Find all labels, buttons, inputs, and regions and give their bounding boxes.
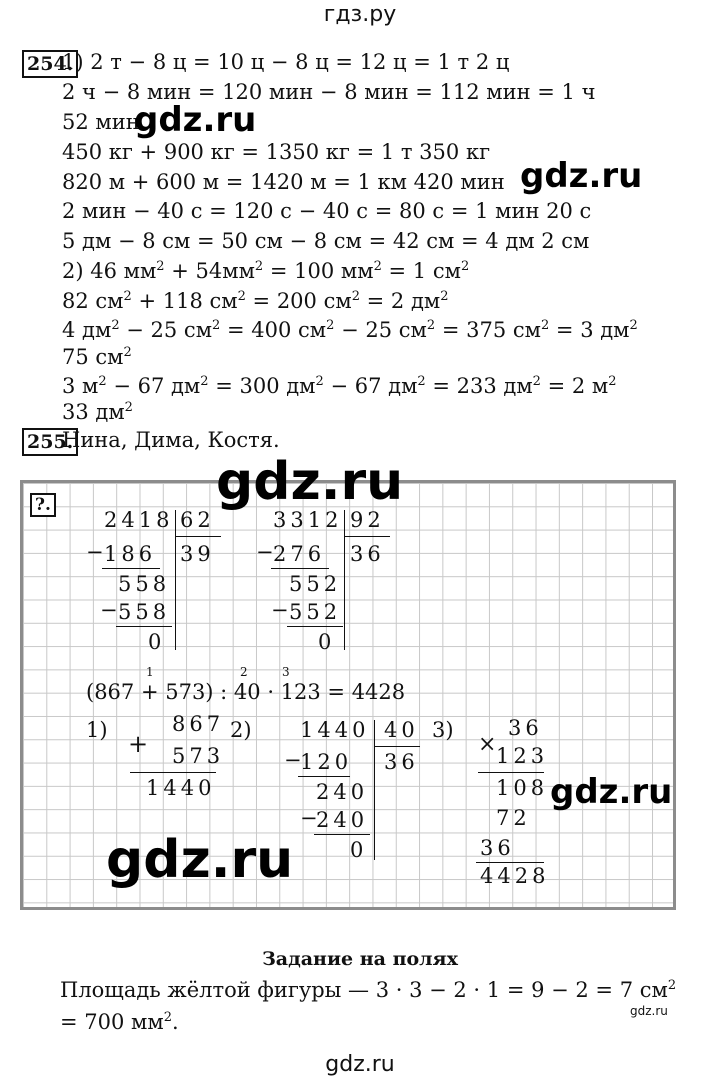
div1-divisor: 62 <box>180 508 215 532</box>
step3-partial-1: 108 <box>496 776 549 800</box>
step2-subtrahend-2: 240 <box>316 808 369 832</box>
step3-factor-2: 123 <box>496 744 549 768</box>
watermark: gdz.ru <box>550 772 673 812</box>
step2-subtrahend-1: 120 <box>300 750 353 774</box>
div1-dividend: 2418 <box>104 508 174 532</box>
step2-vertical-bar <box>374 720 375 860</box>
div2-line-1 <box>271 568 329 569</box>
step2-minus-2: − <box>300 806 322 830</box>
task254-line-1: 1) 2 т − 8 ц = 10 ц − 8 ц = 12 ц = 1 т 2 ц <box>62 50 510 74</box>
step2-minus-1: − <box>284 748 306 772</box>
step3-partial-2: 72 <box>496 806 531 830</box>
task-number-255: 255. <box>22 428 78 456</box>
step2-quotient: 36 <box>384 750 419 774</box>
div2-rest: 0 <box>318 630 336 654</box>
task254-line-5: 820 м + 600 м = 1420 м = 1 км 420 мин <box>62 170 505 194</box>
step1-plus: + <box>128 730 149 758</box>
watermark: gdz.ru <box>106 830 294 890</box>
task254-area-line-3: 4 $дм^2 - 25$ $см^2 = 400$ $см^2 - 25$ $см^2 = 375$ $см^2 = 3$ $дм^2$ <box>62 318 638 342</box>
task254-line-7: 5 дм − 8 см = 50 см − 8 см = 42 см = 4 дм 2 см <box>62 229 590 253</box>
div1-vertical-bar <box>175 510 176 650</box>
watermark: gdz.ru <box>134 100 257 140</box>
order-mark-2: 2 <box>240 665 248 679</box>
div1-subtrahend-1: 186 <box>104 542 157 566</box>
task254-area-line-6: 33 $дм^2$ <box>62 400 133 424</box>
watermark: gdz.ru <box>630 1004 668 1018</box>
step2-remainder-1: 240 <box>316 780 369 804</box>
step1-addend-1: 867 <box>172 712 225 736</box>
task-number-254: 254. <box>22 50 78 78</box>
div2-line-2 <box>287 626 343 627</box>
div1-subtrahend-2: 558 <box>118 600 171 624</box>
task254-area-line-1: 2) 46 $мм^2 + 54мм^2 = 100$ $мм^2 = 1$ $см^2$ <box>62 259 470 283</box>
div1-line-2 <box>116 626 172 627</box>
div2-vertical-bar <box>344 510 345 650</box>
task254-area-line-4: 75 $см^2$ <box>62 345 132 369</box>
step1-line <box>130 772 216 773</box>
margin-task-line-2: = 700 $мм^2$. <box>60 1010 179 1034</box>
step1-label: 1) <box>86 718 108 742</box>
step2-rest: 0 <box>350 838 368 862</box>
task254-line-3: 52 мин <box>62 110 140 134</box>
margin-task-line-1: Площадь жёлтой фигуры — 3 · 3 − 2 · 1 = 9 − 2 = 7 $см^2$ <box>60 978 677 1002</box>
div1-minus-2: − <box>100 598 122 622</box>
div2-minus-2: − <box>271 598 293 622</box>
step3-line-1 <box>478 772 544 773</box>
step3-times: × <box>478 732 497 757</box>
task254-area-line-5: 3 $м^2 - 67$ $дм^2 = 300$ $дм^2 - 67$ $дм^2 = 233$ $дм^2 = 2$ $м^2$ <box>62 374 617 398</box>
task254-line-2: 2 ч − 8 мин = 120 мин − 8 мин = 112 мин = 1 ч <box>62 80 596 104</box>
div1-quotient: 39 <box>180 542 215 566</box>
site-footer[interactable]: gdz.ru <box>325 1052 395 1077</box>
step2-dividend: 1440 <box>300 718 370 742</box>
div1-line-1 <box>102 568 160 569</box>
margin-task-title: Задание на полях <box>262 948 458 970</box>
order-mark-3: 3 <box>282 665 290 679</box>
watermark: gdz.ru <box>216 452 404 512</box>
div2-subtrahend-2: 552 <box>289 600 342 624</box>
task254-area-line-2: 82 $см^2 + 118$ $см^2 = 200$ $см^2 = 2$ $дм^2$ <box>62 289 449 313</box>
div1-rest: 0 <box>148 630 166 654</box>
step2-line-1 <box>298 776 350 777</box>
div2-dividend: 3312 <box>273 508 343 532</box>
div2-divisor-line <box>344 536 390 537</box>
div2-remainder-1: 552 <box>289 572 342 596</box>
step2-line-2 <box>314 834 370 835</box>
site-header[interactable]: гдз.ру <box>323 2 397 27</box>
div2-divisor: 92 <box>350 508 385 532</box>
step2-divisor: 40 <box>384 718 419 742</box>
step1-addend-2: 573 <box>172 744 225 768</box>
step3-factor-1: 36 <box>508 716 543 740</box>
div2-subtrahend-1: 276 <box>273 542 326 566</box>
order-mark-1: 1 <box>146 665 154 679</box>
div2-minus-1: − <box>256 540 278 564</box>
task254-line-4: 450 кг + 900 кг = 1350 кг = 1 т 350 кг <box>62 140 491 164</box>
task255-answer: Нина, Дима, Костя. <box>62 428 280 452</box>
step3-label: 3) <box>432 718 454 742</box>
div1-divisor-line <box>175 536 221 537</box>
step2-divisor-line <box>374 746 420 747</box>
div1-minus-1: − <box>86 540 108 564</box>
expression: (867 + 573) : 40 · 123 = 4428 <box>86 680 406 704</box>
div2-quotient: 36 <box>350 542 385 566</box>
step3-partial-3: 36 <box>480 836 515 860</box>
question-mark-box: ?. <box>30 493 56 517</box>
step3-line-2 <box>476 862 544 863</box>
step1-sum: 1440 <box>146 776 216 800</box>
div1-remainder-1: 558 <box>118 572 171 596</box>
step3-result: 4428 <box>480 864 550 888</box>
step2-label: 2) <box>230 718 252 742</box>
task254-line-6: 2 мин − 40 с = 120 с − 40 с = 80 с = 1 мин 20 с <box>62 199 592 223</box>
watermark: gdz.ru <box>520 156 643 196</box>
